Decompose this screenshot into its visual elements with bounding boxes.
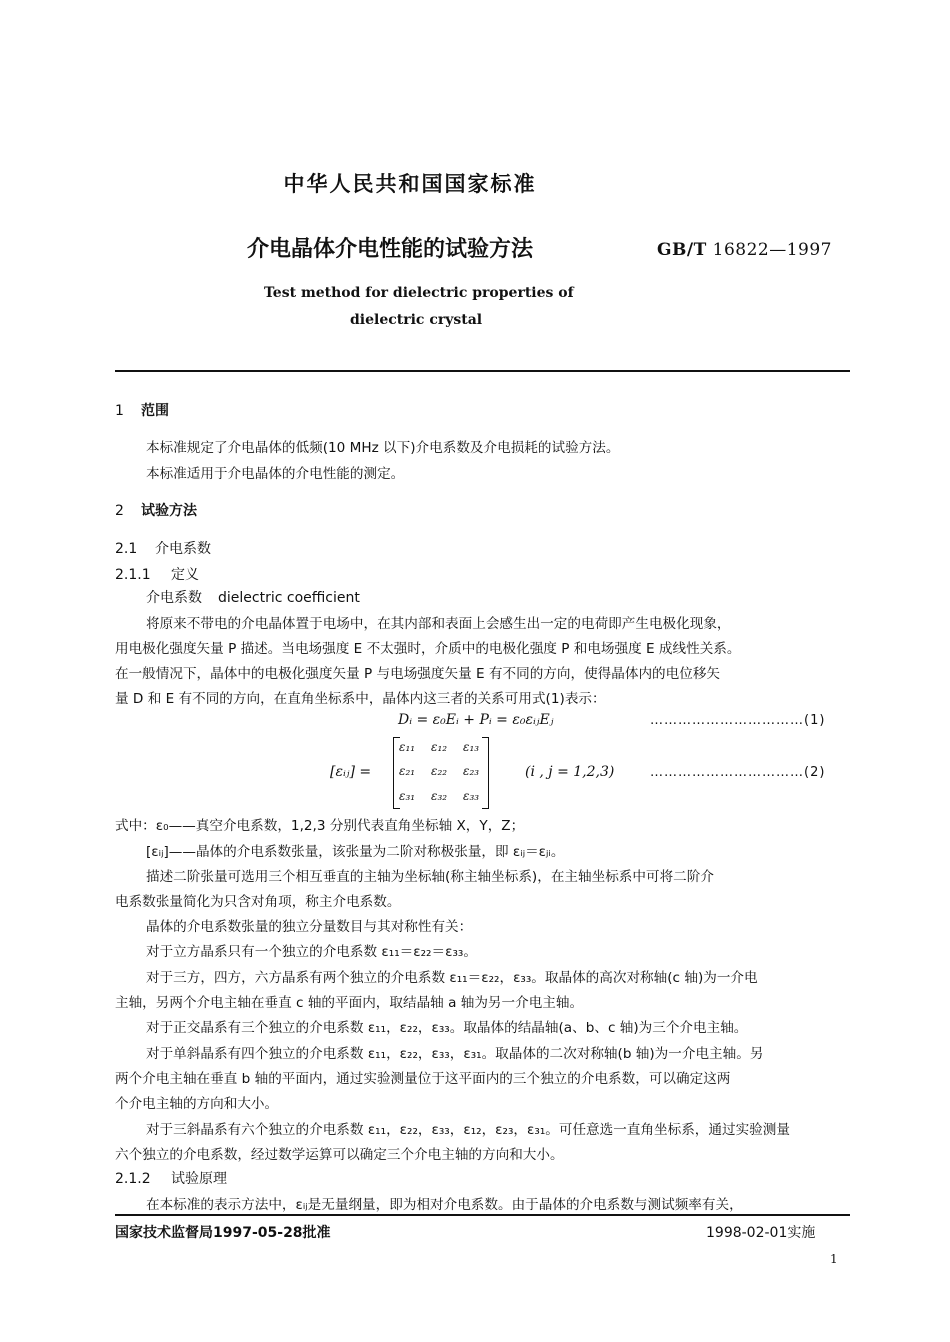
paragraph-line: 电系数张量简化为只含对角项，称主介电系数。 — [115, 894, 401, 910]
matrix-cell: ε₃₁ — [399, 789, 416, 803]
standard-number — [657, 240, 832, 260]
matrix-cell: ε₁₁ — [399, 740, 416, 754]
matrix-cell: ε₂₂ — [431, 764, 448, 778]
effective-date: 1998-02-01实施 — [706, 1225, 816, 1241]
paragraph-line: 对于单斜晶系有四个独立的介电系数 ε₁₁，ε₂₂，ε₃₃，ε₃₁。取晶体的二次对称轴(b 轴)为一介电主轴。另 — [146, 1046, 764, 1062]
paragraph-line: 量 D 和 E 有不同的方向，在直角坐标系中，晶体内这三者的关系可用式(1)表示： — [115, 691, 606, 707]
paragraph-line: 对于三方，四方，六方晶系有两个独立的介电系数 ε₁₁＝ε₂₂，ε₃₃。取晶体的高次对称轴(c 轴)为一介电 — [146, 970, 758, 986]
matrix-right-bracket — [482, 737, 489, 809]
dielectric-tensor-matrix — [393, 737, 489, 807]
paragraph-line: 将原来不带电的介电晶体置于电场中，在其内部和表面上会感生出一定的电荷即产生电极化现象， — [146, 616, 731, 632]
paragraph-line: 对于立方晶系只有一个独立的介电系数 ε₁₁＝ε₂₂＝ε₃₃。 — [146, 944, 477, 960]
equation-2-number: ……………………………(2) — [650, 765, 826, 780]
paragraph-line: 个介电主轴的方向和大小。 — [115, 1096, 279, 1112]
approval-date: 国家技术监督局1997-05-28批准 — [115, 1225, 331, 1241]
paragraph-line: 在一般情况下，晶体中的电极化强度矢量 P 与电场强度矢量 E 有不同的方向，使得晶体内的电位移矢 — [115, 666, 721, 682]
paragraph-line: 在本标准的表示方法中，εᵢⱼ是无量纲量，即为相对介电系数。由于晶体的介电系数与测试频率有关， — [146, 1197, 743, 1213]
standard-code: 16822—1997 — [712, 240, 832, 260]
paragraph-line: 两个介电主轴在垂直 b 轴的平面内，通过实验测量位于这平面内的三个独立的介电系数，可以确定这两 — [115, 1071, 731, 1087]
equation-1-number: ……………………………(1) — [650, 713, 826, 728]
section-title: 试验方法 — [141, 503, 197, 519]
paragraph-line: 六个独立的介电系数，经过数学运算可以确定三个介电主轴的方向和大小。 — [115, 1147, 564, 1163]
paragraph: 本标准适用于介电晶体的介电性能的测定。 — [146, 466, 405, 482]
section-1-heading — [115, 400, 169, 420]
standard-title-zh: 介电晶体介电性能的试验方法 — [247, 237, 534, 262]
equation-2-condition: (i , j = 1,2,3) — [525, 764, 615, 780]
paragraph-line: 对于正交晶系有三个独立的介电系数 ε₁₁，ε₂₂，ε₃₃。取晶体的结晶轴(a、b、c 轴)为三个介电主轴。 — [146, 1020, 748, 1036]
matrix-cell: ε₁₃ — [463, 740, 480, 754]
section-title: 试验原理 — [171, 1171, 227, 1187]
subsection-2-1-heading — [115, 538, 211, 558]
section-number: 2.1 — [115, 541, 138, 557]
subsection-2-1-1-heading — [115, 564, 199, 584]
matrix-cell: ε₃₃ — [463, 789, 480, 803]
footer-divider — [115, 1214, 850, 1216]
term-definition — [146, 587, 360, 607]
header-divider — [115, 370, 850, 372]
equation-1: Dᵢ = ε₀Eᵢ + Pᵢ = ε₀εᵢⱼEⱼ — [398, 712, 554, 728]
subsection-2-1-2-heading — [115, 1168, 227, 1188]
section-2-heading — [115, 500, 197, 520]
term-zh: 介电系数 — [146, 590, 202, 606]
paragraph-line: 对于三斜晶系有六个独立的介电系数 ε₁₁，ε₂₂，ε₃₃，ε₁₂，ε₂₃，ε₃₁。可任意选一直角坐标系，通过实验测量 — [146, 1122, 790, 1138]
matrix-cell: ε₂₁ — [399, 764, 416, 778]
section-title: 定义 — [171, 567, 199, 583]
paragraph-line: 主轴，另两个介电主轴在垂直 c 轴的平面内，取结晶轴 a 轴为另一介电主轴。 — [115, 995, 584, 1011]
standard-title-en-line1: Test method for dielectric properties of — [264, 285, 574, 301]
matrix-cell: ε₂₃ — [463, 764, 480, 778]
paragraph: 本标准规定了介电晶体的低频(10 MHz 以下)介电系数及介电损耗的试验方法。 — [146, 440, 620, 456]
issuing-org: 中华人民共和国国家标准 — [283, 172, 537, 196]
paragraph-line: 描述二阶张量可选用三个相互垂直的主轴为坐标轴(称主轴坐标系)，在主轴坐标系中可将二阶介 — [146, 869, 714, 885]
section-number: 2.1.1 — [115, 567, 151, 583]
section-number: 2.1.2 — [115, 1171, 151, 1187]
paragraph-line: 晶体的介电系数张量的独立分量数目与其对称性有关： — [146, 919, 473, 935]
section-title: 范围 — [141, 403, 169, 419]
section-number: 1 — [115, 403, 124, 419]
term-en: dielectric coefficient — [218, 590, 360, 606]
equation-2-lhs: [εᵢⱼ] = — [330, 764, 372, 780]
standard-title-en-line2: dielectric crystal — [350, 312, 483, 328]
section-number: 2 — [115, 503, 124, 519]
symbol-explanation: [εᵢⱼ]——晶体的介电系数张量，该张量为二阶对称极张量，即 εᵢⱼ＝εⱼᵢ。 — [146, 844, 565, 860]
matrix-cell: ε₁₂ — [431, 740, 448, 754]
section-title: 介电系数 — [155, 541, 211, 557]
symbol-explanation: 式中：ε₀——真空介电系数，1,2,3 分别代表直角坐标轴 X，Y，Z； — [115, 818, 525, 834]
page-number: 1 — [830, 1252, 838, 1266]
paragraph-line: 用电极化强度矢量 P 描述。当电场强度 E 不太强时，介质中的电极化强度 P 和电场强度 E 成线性关系。 — [115, 641, 741, 657]
matrix-cell: ε₃₂ — [431, 789, 448, 803]
standard-prefix: GB/T — [657, 240, 707, 260]
